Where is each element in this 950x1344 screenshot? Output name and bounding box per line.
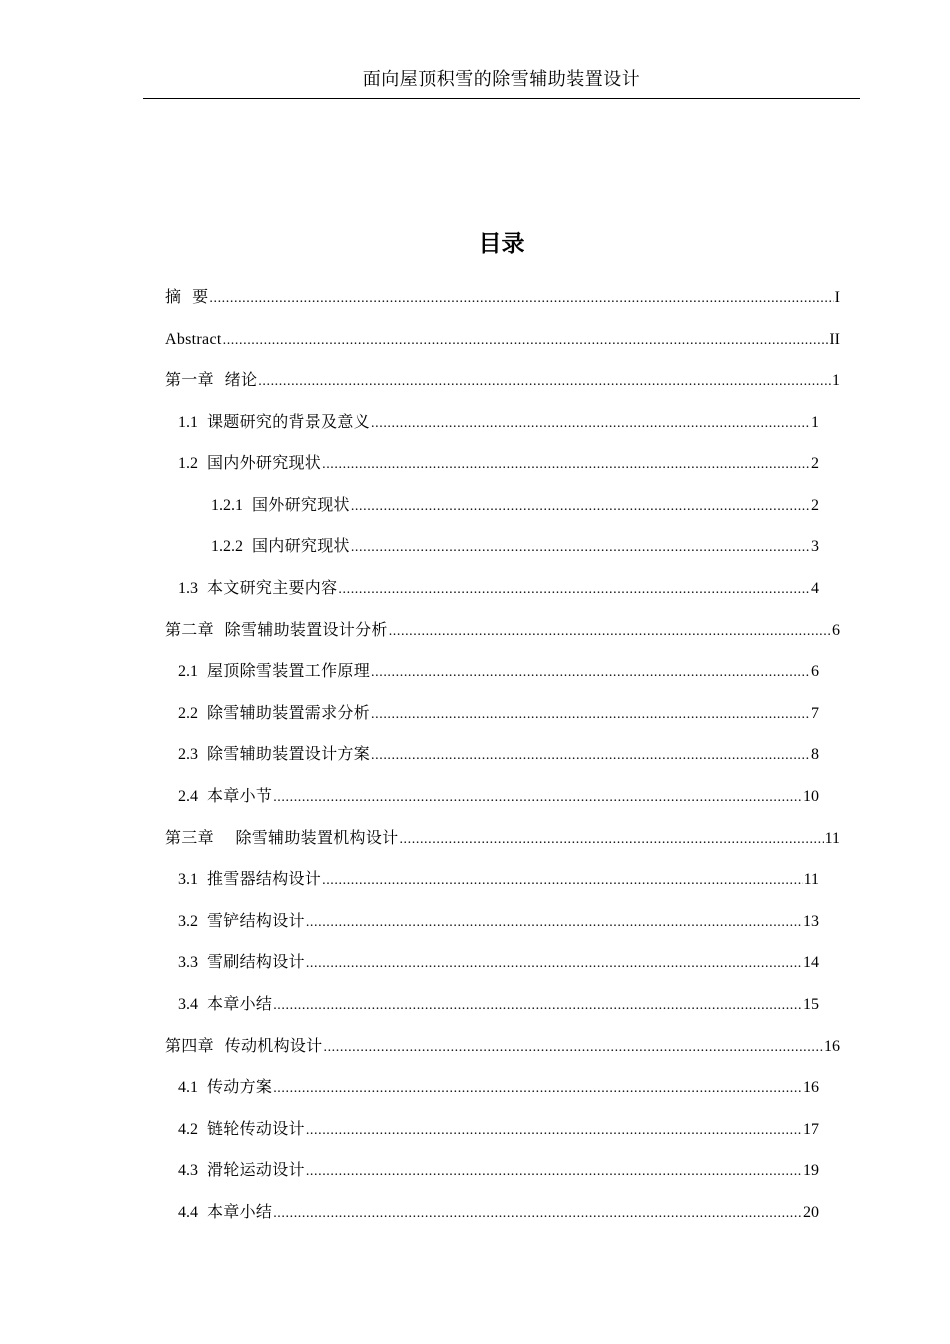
toc-entry-3-4[interactable]	[178, 992, 819, 1016]
dot-leader	[273, 994, 802, 1018]
toc-entry-number: 2.3	[178, 746, 198, 763]
dot-leader	[338, 578, 810, 602]
toc-entry-title: 第一章 绪论	[165, 370, 258, 389]
toc-entry-title: 本文研究主要内容	[207, 578, 338, 597]
dot-leader	[399, 828, 823, 852]
toc-entry-page: 8	[811, 746, 819, 763]
toc-entry-abstract-cn[interactable]	[165, 285, 840, 309]
toc-entry-title: 屋顶除雪装置工作原理	[207, 661, 371, 680]
toc-entry-page: 1	[811, 414, 819, 431]
toc-entry-title: 本章小结	[207, 994, 273, 1013]
toc-entry-chapter-3[interactable]	[165, 826, 840, 850]
toc-entry-number: 4.3	[178, 1162, 198, 1179]
running-header: 面向屋顶积雪的除雪辅助装置设计	[362, 69, 641, 90]
toc-entry-page: 1	[832, 372, 840, 389]
toc-entry-title: 除雪辅助装置需求分析	[207, 703, 371, 722]
dot-leader	[322, 453, 810, 477]
toc-entry-page: 2	[811, 497, 819, 514]
toc-entry-1-2-2[interactable]	[211, 534, 819, 558]
toc-entry-4-2[interactable]	[178, 1117, 819, 1141]
dot-leader	[306, 1160, 802, 1184]
toc-entry-3-1[interactable]	[178, 867, 819, 891]
toc-entry-number: 2.1	[178, 663, 198, 680]
dot-leader	[371, 744, 810, 768]
toc-entry-page: 16	[824, 1038, 840, 1055]
toc-entry-number: 3.4	[178, 996, 198, 1013]
toc-entry-number: 2.2	[178, 705, 198, 722]
toc-entry-1-2-1[interactable]	[211, 493, 819, 517]
toc-entry-page: 10	[803, 788, 819, 805]
toc-entry-title: 雪刷结构设计	[207, 952, 305, 971]
toc-entry-1-3[interactable]	[178, 576, 819, 600]
dot-leader	[322, 869, 802, 893]
toc-entry-page: 11	[803, 871, 819, 888]
toc-entry-number: 1.3	[178, 580, 198, 597]
toc-entry-page: 6	[832, 622, 840, 639]
toc-entry-title: 第三章 除雪辅助装置机构设计	[165, 828, 399, 847]
dot-leader	[273, 1077, 802, 1101]
toc-entry-title: 国内外研究现状	[207, 453, 322, 472]
toc-entry-title: 课题研究的背景及意义	[207, 412, 371, 431]
toc-entry-title: 推雪器结构设计	[207, 869, 322, 888]
toc-entry-page: 20	[803, 1204, 819, 1221]
toc-entry-number: 4.1	[178, 1079, 198, 1096]
toc-entry-page: 17	[803, 1121, 819, 1138]
toc-entry-number: 1.1	[178, 414, 198, 431]
toc-entry-page: II	[829, 331, 840, 348]
dot-leader	[323, 1036, 823, 1060]
toc-entry-page: 13	[803, 913, 819, 930]
dot-leader	[351, 495, 810, 519]
toc-entry-title: 第二章 除雪辅助装置设计分析	[165, 620, 388, 639]
toc-entry-page: I	[834, 289, 840, 306]
dot-leader	[273, 1202, 802, 1226]
dot-leader	[389, 620, 831, 644]
toc-entry-page: 19	[803, 1162, 819, 1179]
toc-entry-title: 滑轮运动设计	[207, 1160, 305, 1179]
toc-entry-title: 摘 要	[165, 287, 209, 306]
toc-entry-title: 本章小节	[207, 786, 273, 805]
toc-entry-title: 雪铲结构设计	[207, 911, 305, 930]
toc-entry-2-4[interactable]	[178, 784, 819, 808]
toc-entry-title: 国内研究现状	[252, 536, 350, 555]
toc-entry-title: 链轮传动设计	[207, 1119, 305, 1138]
toc-entry-3-2[interactable]	[178, 909, 819, 933]
toc-entry-number: 3.3	[178, 954, 198, 971]
dot-leader	[306, 952, 802, 976]
toc-entry-title: 第四章 传动机构设计	[165, 1036, 323, 1055]
toc-entry-number: 4.2	[178, 1121, 198, 1138]
toc-entry-page: 16	[803, 1079, 819, 1096]
dot-leader	[273, 786, 802, 810]
toc-entry-page: 3	[811, 538, 819, 555]
toc-entry-number: 3.1	[178, 871, 198, 888]
toc-entry-number: 1.2.1	[211, 497, 243, 514]
dot-leader	[306, 911, 802, 935]
toc-entry-page: 6	[811, 663, 819, 680]
toc-entry-2-2[interactable]	[178, 701, 819, 725]
toc-entry-2-1[interactable]	[178, 659, 819, 683]
toc-entry-chapter-2[interactable]	[165, 618, 840, 642]
toc-entry-abstract-en[interactable]	[165, 327, 840, 351]
toc-entry-page: 11	[824, 830, 840, 847]
toc-entry-4-1[interactable]	[178, 1075, 819, 1099]
toc-entry-number: 3.2	[178, 913, 198, 930]
toc-entry-4-4[interactable]	[178, 1200, 819, 1224]
dot-leader	[223, 329, 829, 353]
toc-entry-1-2[interactable]	[178, 451, 819, 475]
toc-entry-page: 4	[811, 580, 819, 597]
toc-entry-4-3[interactable]	[178, 1158, 819, 1182]
toc-entry-number: 4.4	[178, 1204, 198, 1221]
dot-leader	[306, 1119, 802, 1143]
dot-leader	[371, 661, 810, 685]
toc-entry-3-3[interactable]	[178, 950, 819, 974]
toc-entry-number: 1.2.2	[211, 538, 243, 555]
dot-leader	[351, 536, 810, 560]
toc-title: 目录	[478, 231, 525, 257]
toc-entry-page: 14	[803, 954, 819, 971]
dot-leader	[209, 287, 833, 311]
toc-entry-chapter-1[interactable]	[165, 368, 840, 392]
toc-entry-page: 2	[811, 455, 819, 472]
toc-entry-number: 2.4	[178, 788, 198, 805]
toc-entry-title: 国外研究现状	[252, 495, 350, 514]
dot-leader	[371, 703, 810, 727]
toc-entry-title: 本章小结	[207, 1202, 273, 1221]
toc-entry-title: 传动方案	[207, 1077, 273, 1096]
toc-entry-chapter-4[interactable]	[165, 1034, 840, 1058]
toc-entry-title: 除雪辅助装置设计方案	[207, 744, 371, 763]
toc-entry-page: 15	[803, 996, 819, 1013]
toc-entry-1-1[interactable]	[178, 410, 819, 434]
dot-leader	[258, 370, 831, 394]
toc-entry-title: Abstract	[165, 331, 222, 348]
toc-entry-2-3[interactable]	[178, 742, 819, 766]
toc-entry-page: 7	[811, 705, 819, 722]
toc-entry-number: 1.2	[178, 455, 198, 472]
dot-leader	[371, 412, 810, 436]
